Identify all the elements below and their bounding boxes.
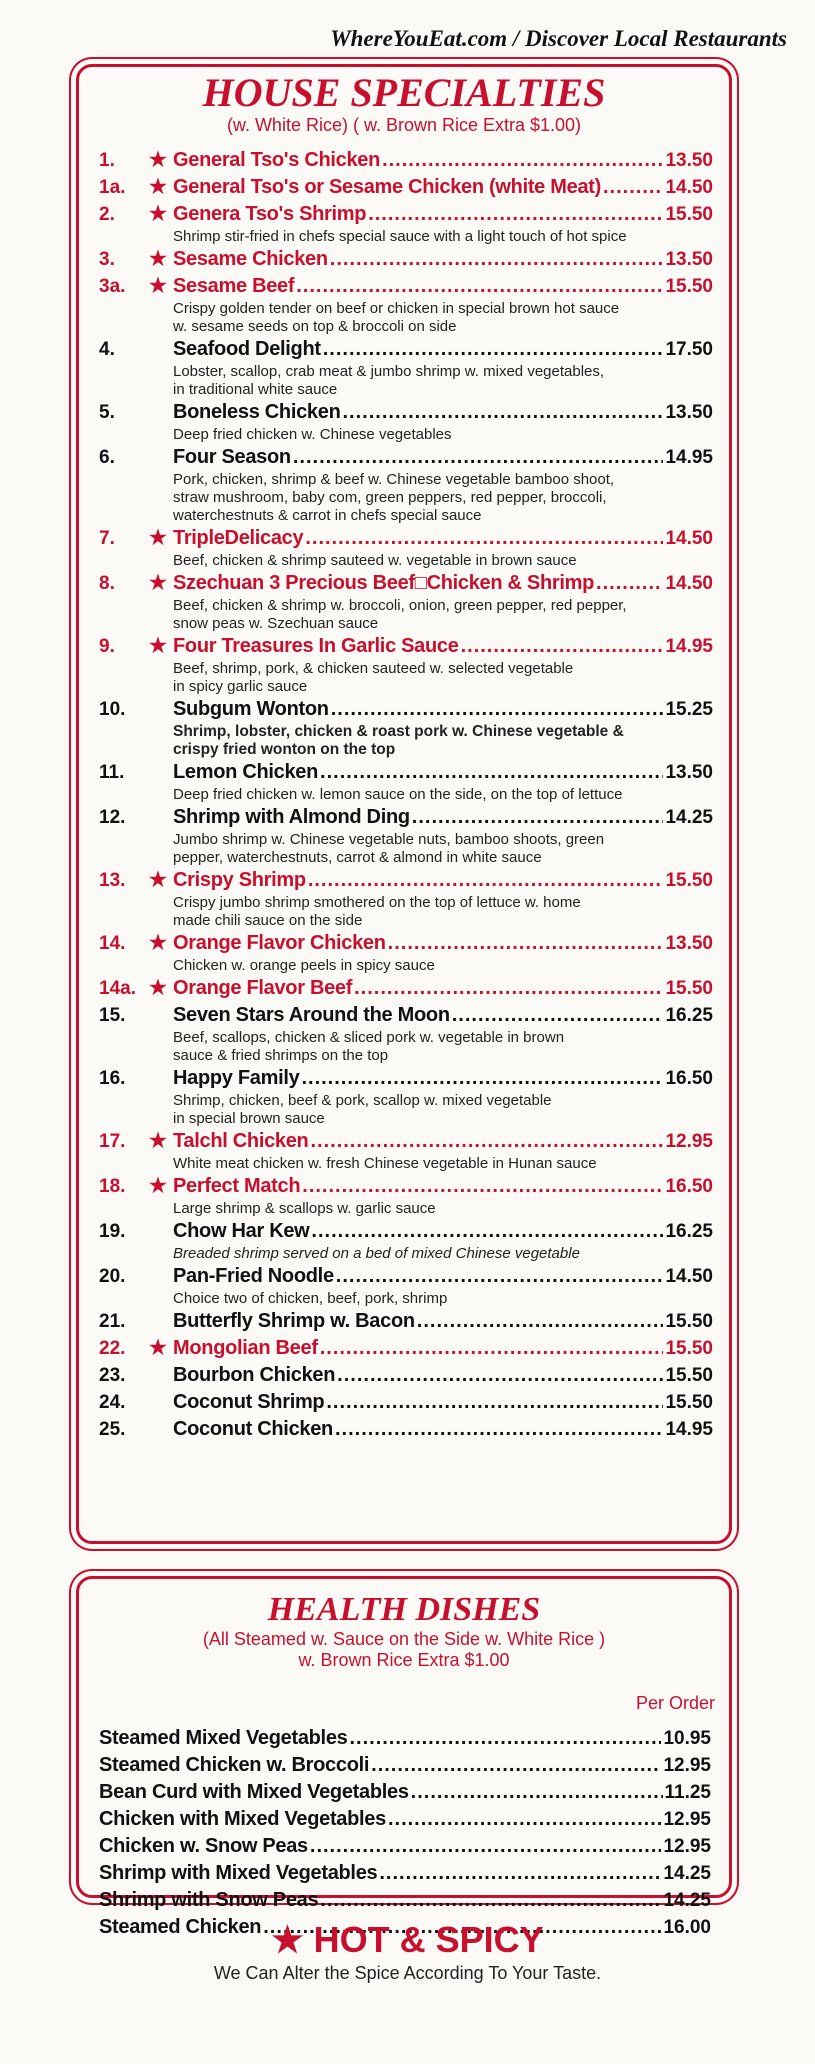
item-price: 14.25 xyxy=(663,1890,711,1911)
item-price: 15.50 xyxy=(665,276,713,297)
health-dishes-subtitle-2: w. Brown Rice Extra $1.00 xyxy=(298,1650,510,1670)
menu-item[interactable] xyxy=(99,633,713,660)
item-description: Deep fried chicken w. lemon sauce on the side, on the top of lettuce xyxy=(173,786,623,803)
health-items-list xyxy=(99,1725,711,1941)
item-name: Szechuan 3 Precious Beef□Chicken & Shrimp xyxy=(173,572,595,594)
menu-item[interactable] xyxy=(99,570,713,597)
item-price: 16.50 xyxy=(665,1068,713,1089)
leader-dots xyxy=(368,201,663,228)
leader-dots xyxy=(320,1335,664,1362)
item-price: 15.50 xyxy=(665,204,713,225)
leader-dots xyxy=(371,1752,661,1779)
item-name: Happy Family xyxy=(173,1067,300,1089)
health-menu-item[interactable] xyxy=(99,1887,711,1914)
item-price: 14.25 xyxy=(665,807,713,828)
item-price: 16.25 xyxy=(665,1005,713,1026)
menu-item[interactable] xyxy=(99,1416,713,1443)
health-dishes-title: HEALTH DISHES xyxy=(267,1591,541,1628)
item-description: Beef, chicken & shrimp sauteed w. vegetable in brown sauce xyxy=(173,552,577,569)
item-name: Bourbon Chicken xyxy=(173,1364,336,1386)
item-description: in spicy garlic sauce xyxy=(173,678,308,695)
item-price: 13.50 xyxy=(665,933,713,954)
item-price: 16.50 xyxy=(665,1176,713,1197)
hot-spicy-title: ★ HOT & SPICY xyxy=(271,1919,544,1960)
house-specialties-section xyxy=(76,64,732,1544)
leader-dots xyxy=(320,1887,661,1914)
item-description: Crispy jumbo shrimp smothered on the top of lettuce w. home xyxy=(173,894,581,911)
item-name: Lemon Chicken xyxy=(173,761,319,783)
item-price: 10.95 xyxy=(663,1728,711,1749)
item-number: 24. xyxy=(99,1392,126,1413)
spicy-star-icon: ★ xyxy=(149,977,167,999)
health-dishes-section xyxy=(76,1576,732,1938)
menu-item[interactable] xyxy=(99,1065,713,1092)
item-number: 16. xyxy=(99,1068,126,1089)
item-description: Shrimp stir-fried in chefs special sauce with a light touch of hot spice xyxy=(173,228,627,245)
item-price: 12.95 xyxy=(663,1755,711,1776)
menu-item[interactable] xyxy=(99,1173,713,1200)
item-description: sauce & fried shrimps on the top xyxy=(173,1047,389,1064)
item-description: made chili sauce on the side xyxy=(173,912,363,929)
spicy-star-icon: ★ xyxy=(149,176,167,198)
item-number: 20. xyxy=(99,1266,126,1287)
hot-spicy-subtitle: We Can Alter the Spice According To Your Taste. xyxy=(213,1963,602,1983)
leader-dots xyxy=(382,147,663,174)
item-number: 10. xyxy=(99,699,126,720)
item-price: 15.50 xyxy=(665,1392,713,1413)
item-name: Pan-Fried Noodle xyxy=(173,1265,334,1287)
item-number: 14a. xyxy=(99,978,136,999)
leader-dots xyxy=(343,399,664,426)
menu-item[interactable] xyxy=(99,444,713,471)
menu-item[interactable] xyxy=(99,201,713,228)
leader-dots xyxy=(323,336,664,363)
leader-dots xyxy=(311,1218,663,1245)
item-number: 23. xyxy=(99,1365,126,1386)
item-number: 21. xyxy=(99,1311,126,1332)
item-price: 13.50 xyxy=(665,249,713,270)
item-number: 7. xyxy=(99,528,115,549)
item-number: 18. xyxy=(99,1176,126,1197)
item-name: Steamed Mixed Vegetables xyxy=(99,1727,348,1749)
leader-dots xyxy=(308,867,664,894)
item-name: Bean Curd with Mixed Vegetables xyxy=(99,1781,409,1803)
leader-dots xyxy=(330,246,664,273)
menu-item[interactable] xyxy=(99,804,713,831)
item-description: w. sesame seeds on top & broccoli on side xyxy=(173,318,457,335)
item-description: Shrimp, chicken, beef & pork, scallop w. mixed vegetable xyxy=(173,1092,552,1109)
item-price: 14.50 xyxy=(665,528,713,549)
item-name: TripleDelicacy xyxy=(173,527,304,549)
leader-dots xyxy=(301,1065,663,1092)
leader-dots xyxy=(320,759,663,786)
item-number: 3a. xyxy=(99,276,126,297)
leader-dots xyxy=(337,1362,663,1389)
leader-dots xyxy=(417,1308,664,1335)
item-name: General Tso's Chicken xyxy=(173,149,381,171)
menu-item[interactable] xyxy=(99,1128,713,1155)
item-description: Large shrimp & scallops w. garlic sauce xyxy=(173,1200,436,1217)
item-price: 16.25 xyxy=(665,1221,713,1242)
item-name: Chow Har Kew xyxy=(173,1220,310,1242)
menu-item[interactable] xyxy=(99,273,713,300)
item-name: Seafood Delight xyxy=(173,338,321,360)
spicy-star-icon: ★ xyxy=(149,1175,167,1197)
menu-item[interactable] xyxy=(99,1218,713,1245)
leader-dots xyxy=(452,1002,664,1029)
menu-item[interactable] xyxy=(99,246,713,273)
leader-dots xyxy=(354,975,663,1002)
item-price: 15.25 xyxy=(665,699,713,720)
item-name: Steamed Chicken xyxy=(99,1916,262,1938)
health-menu-item[interactable] xyxy=(99,1779,711,1806)
menu-item[interactable] xyxy=(99,147,713,174)
item-name: Talchl Chicken xyxy=(173,1130,309,1152)
item-description: Jumbo shrimp w. Chinese vegetable nuts, bamboo shoots, green xyxy=(173,831,605,848)
item-price: 14.50 xyxy=(665,177,713,198)
item-price: 16.00 xyxy=(663,1917,711,1938)
leader-dots xyxy=(326,1389,663,1416)
health-menu-item[interactable] xyxy=(99,1752,711,1779)
item-number: 12. xyxy=(99,807,126,828)
house-items-list xyxy=(99,147,713,1443)
item-name: Mongolian Beef xyxy=(173,1337,318,1359)
menu-item[interactable] xyxy=(99,759,713,786)
leader-dots xyxy=(331,696,664,723)
leader-dots xyxy=(296,273,663,300)
leader-dots xyxy=(388,1806,662,1833)
item-name: Perfect Match xyxy=(173,1175,301,1197)
item-price: 14.95 xyxy=(665,1419,713,1440)
leader-dots xyxy=(388,930,664,957)
menu-item[interactable] xyxy=(99,525,713,552)
spicy-star-icon: ★ xyxy=(149,869,167,891)
item-name: Shrimp with Almond Ding xyxy=(173,806,410,828)
menu-item[interactable] xyxy=(99,696,713,723)
house-specialties-subtitle: (w. White Rice) ( w. Brown Rice Extra $1.00) xyxy=(226,115,582,135)
item-price: 14.50 xyxy=(665,1266,713,1287)
item-description: Beef, chicken & shrimp w. broccoli, onion, green pepper, red pepper, xyxy=(173,597,627,614)
hot-spicy-section xyxy=(0,1920,815,1984)
leader-dots xyxy=(310,1833,662,1860)
item-number: 19. xyxy=(99,1221,126,1242)
item-description: Chicken w. orange peels in spicy sauce xyxy=(173,957,435,974)
spicy-star-icon: ★ xyxy=(149,932,167,954)
item-price: 14.95 xyxy=(665,447,713,468)
item-name: Orange Flavor Chicken xyxy=(173,932,386,954)
health-menu-item[interactable] xyxy=(99,1860,711,1887)
menu-item[interactable] xyxy=(99,1308,713,1335)
item-description: straw mushroom, baby com, green peppers, red pepper, broccoli, xyxy=(173,489,607,506)
per-order-label: Per Order xyxy=(635,1693,715,1713)
spicy-star-icon: ★ xyxy=(149,248,167,270)
item-name: Chicken w. Snow Peas xyxy=(99,1835,308,1857)
item-price: 12.95 xyxy=(663,1809,711,1830)
menu-item[interactable] xyxy=(99,399,713,426)
leader-dots xyxy=(293,444,664,471)
item-number: 9. xyxy=(99,636,115,657)
leader-dots xyxy=(336,1263,664,1290)
item-price: 13.50 xyxy=(665,150,713,171)
item-number: 11. xyxy=(99,762,125,783)
item-name: Sesame Chicken xyxy=(173,248,328,270)
item-description: waterchestnuts & carrot in chefs special sauce xyxy=(173,507,482,524)
item-price: 12.95 xyxy=(665,1131,713,1152)
item-name: Chicken with Mixed Vegetables xyxy=(99,1808,386,1830)
item-description: Breaded shrimp served on a bed of mixed Chinese vegetable xyxy=(173,1245,580,1262)
menu-item[interactable] xyxy=(99,1389,713,1416)
item-price: 15.50 xyxy=(665,870,713,891)
item-number: 1. xyxy=(99,150,115,171)
item-description: crispy fried wonton on the top xyxy=(173,741,396,758)
menu-item[interactable] xyxy=(99,1263,713,1290)
leader-dots xyxy=(596,570,663,597)
item-description: pepper, waterchestnuts, carrot & almond in white sauce xyxy=(173,849,542,866)
health-menu-item[interactable] xyxy=(99,1725,711,1752)
spicy-star-icon: ★ xyxy=(149,635,167,657)
spicy-star-icon: ★ xyxy=(149,527,167,549)
item-name: Coconut Chicken xyxy=(173,1418,333,1440)
leader-dots xyxy=(310,1128,663,1155)
item-description: Beef, scallops, chicken & sliced pork w. vegetable in brown xyxy=(173,1029,565,1046)
menu-item[interactable] xyxy=(99,336,713,363)
menu-item[interactable] xyxy=(99,1362,713,1389)
item-name: Genera Tso's Shrimp xyxy=(173,203,367,225)
item-number: 6. xyxy=(99,447,115,468)
menu-item[interactable] xyxy=(99,975,713,1002)
leader-dots xyxy=(412,804,664,831)
item-number: 4. xyxy=(99,339,115,360)
item-name: Sesame Beef xyxy=(173,275,295,297)
item-name: Shrimp with Mixed Vegetables xyxy=(99,1862,378,1884)
item-number: 13. xyxy=(99,870,126,891)
item-name: Orange Flavor Beef xyxy=(173,977,353,999)
spicy-star-icon: ★ xyxy=(149,275,167,297)
item-description: snow peas w. Szechuan sauce xyxy=(173,615,379,632)
item-description: Beef, shrimp, pork, & chicken sauteed w. selected vegetable xyxy=(173,660,574,677)
leader-dots xyxy=(379,1860,661,1887)
item-name: Steamed Chicken w. Broccoli xyxy=(99,1754,370,1776)
item-number: 14. xyxy=(99,933,126,954)
item-price: 13.50 xyxy=(665,402,713,423)
item-name: Shrimp with Snow Peas xyxy=(99,1889,319,1911)
item-description: Pork, chicken, shrimp & beef w. Chinese vegetable bamboo shoot, xyxy=(173,471,615,488)
item-price: 14.95 xyxy=(665,636,713,657)
item-number: 25. xyxy=(99,1419,126,1440)
item-name: Coconut Shrimp xyxy=(173,1391,325,1413)
spicy-star-icon: ★ xyxy=(149,149,167,171)
spicy-star-icon: ★ xyxy=(149,1130,167,1152)
item-number: 2. xyxy=(99,204,115,225)
spicy-star-icon: ★ xyxy=(149,203,167,225)
item-price: 15.50 xyxy=(665,1338,713,1359)
leader-dots xyxy=(302,1173,663,1200)
item-price: 15.50 xyxy=(665,978,713,999)
menu-item[interactable] xyxy=(99,1335,713,1362)
leader-dots xyxy=(305,525,663,552)
leader-dots xyxy=(461,633,664,660)
item-number: 1a. xyxy=(99,177,126,198)
item-name: Butterfly Shrimp w. Bacon xyxy=(173,1310,415,1332)
menu-item[interactable] xyxy=(99,930,713,957)
menu-item[interactable] xyxy=(99,867,713,894)
item-number: 8. xyxy=(99,573,115,594)
item-number: 3. xyxy=(99,249,115,270)
item-name: Subgum Wonton xyxy=(173,698,329,720)
item-description: Crispy golden tender on beef or chicken in special brown hot sauce xyxy=(173,300,620,317)
item-description: Shrimp, lobster, chicken & roast pork w. Chinese vegetable & xyxy=(173,723,624,740)
menu-item[interactable] xyxy=(99,1002,713,1029)
item-description: Deep fried chicken w. Chinese vegetables xyxy=(173,426,452,443)
item-price: 15.50 xyxy=(665,1311,713,1332)
item-number: 15. xyxy=(99,1005,126,1026)
item-price: 15.50 xyxy=(665,1365,713,1386)
menu-item[interactable] xyxy=(99,174,713,201)
item-price: 14.50 xyxy=(665,573,713,594)
health-dishes-subtitle-1: (All Steamed w. Sauce on the Side w. White Rice ) xyxy=(202,1629,606,1649)
item-number: 5. xyxy=(99,402,115,423)
spicy-star-icon: ★ xyxy=(149,1337,167,1359)
item-name: Boneless Chicken xyxy=(173,401,341,423)
house-specialties-title: HOUSE SPECIALTIES xyxy=(202,70,606,115)
item-name: Seven Stars Around the Moon xyxy=(173,1004,450,1026)
item-number: 22. xyxy=(99,1338,126,1359)
item-price: 12.95 xyxy=(663,1836,711,1857)
item-price: 17.50 xyxy=(665,339,713,360)
item-price: 14.25 xyxy=(663,1863,711,1884)
item-name: Crispy Shrimp xyxy=(173,869,306,891)
leader-dots xyxy=(411,1779,663,1806)
spicy-star-icon: ★ xyxy=(149,572,167,594)
item-name: Four Season xyxy=(173,446,291,468)
health-menu-item[interactable] xyxy=(99,1833,711,1860)
item-price: 13.50 xyxy=(665,762,713,783)
item-description: White meat chicken w. fresh Chinese vegetable in Hunan sauce xyxy=(173,1155,597,1172)
item-description: Lobster, scallop, crab meat & jumbo shrimp w. mixed vegetables, xyxy=(173,363,605,380)
item-price: 11.25 xyxy=(664,1782,711,1803)
item-description: in special brown sauce xyxy=(173,1110,325,1127)
leader-dots xyxy=(603,174,663,201)
site-header[interactable]: WhereYouEat.com / Discover Local Restaurants xyxy=(330,26,787,51)
leader-dots xyxy=(349,1725,661,1752)
item-description: Choice two of chicken, beef, pork, shrimp xyxy=(173,1290,448,1307)
item-name: General Tso's or Sesame Chicken (white Meat) xyxy=(173,176,601,198)
item-name: Four Treasures In Garlic Sauce xyxy=(173,635,459,657)
health-menu-item[interactable] xyxy=(99,1806,711,1833)
item-number: 17. xyxy=(99,1131,126,1152)
leader-dots xyxy=(335,1416,663,1443)
item-description: in traditional white sauce xyxy=(173,381,338,398)
